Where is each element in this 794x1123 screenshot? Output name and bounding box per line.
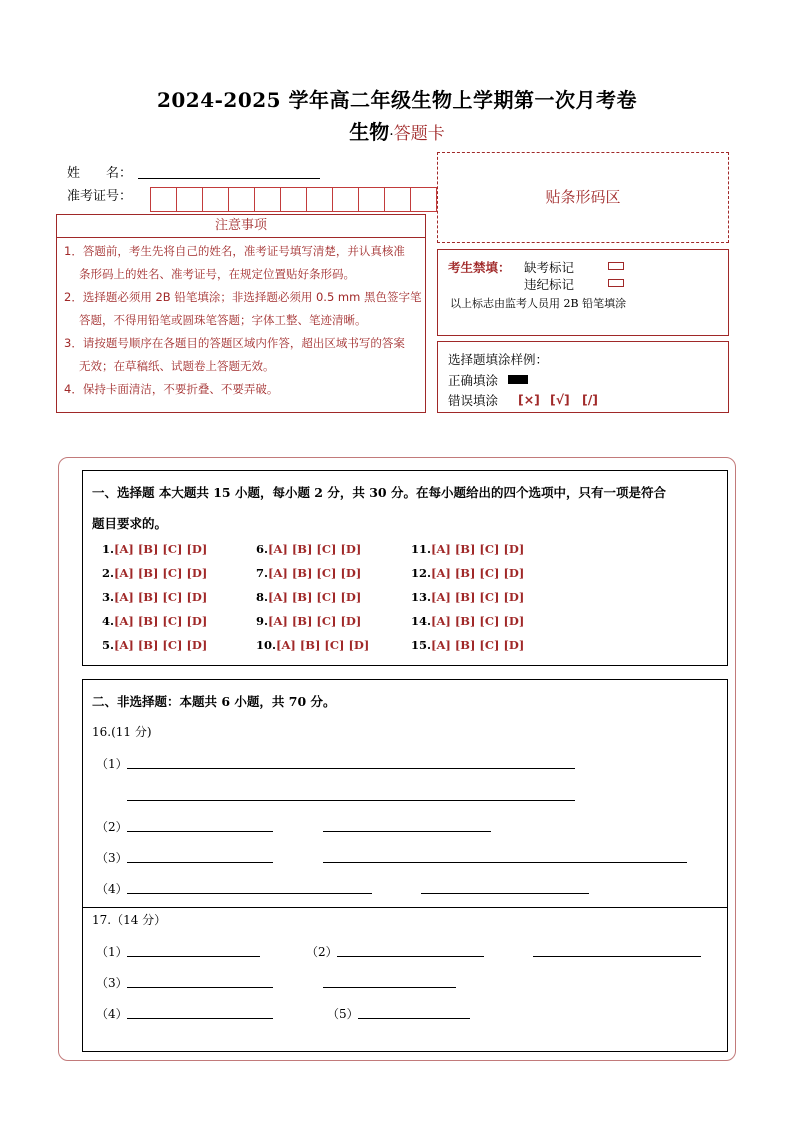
answer-options[interactable]: [A] [B] [C] [D] (431, 638, 525, 652)
answer-line[interactable] (533, 956, 701, 957)
answer-options[interactable]: [A] [B] [C] [D] (431, 590, 525, 604)
question-number: 1. (102, 542, 115, 556)
choice-question[interactable] (102, 614, 207, 628)
violation-mark[interactable] (608, 279, 624, 287)
answer-options[interactable]: [A] [B] [C] [D] (276, 638, 370, 652)
id-digit-box[interactable] (384, 187, 411, 212)
question-number: 13. (411, 590, 432, 604)
choice-question[interactable] (411, 590, 524, 604)
id-digit-box[interactable] (228, 187, 255, 212)
q17-part-1: （1） (96, 945, 128, 959)
wrong-mark-x: [×] (518, 392, 540, 407)
correct-fill-label: 正确填涂 (448, 373, 499, 388)
answer-options[interactable]: [A] [B] [C] [D] (114, 566, 208, 580)
id-digit-box[interactable] (358, 187, 385, 212)
id-digit-box[interactable] (176, 187, 203, 212)
choice-question[interactable] (102, 542, 207, 556)
choice-question[interactable] (411, 614, 524, 628)
staff-note: 以上标志由监考人员用 2B 铅笔填涂 (450, 297, 627, 310)
question-number: 8. (256, 590, 269, 604)
answer-options[interactable]: [A] [B] [C] [D] (114, 542, 208, 556)
q17-part-3: （3） (96, 976, 128, 990)
answer-line[interactable] (127, 768, 575, 769)
answer-options[interactable]: [A] [B] [C] [D] (114, 638, 208, 652)
answer-line[interactable] (421, 893, 589, 894)
q17-part-2: （2） (306, 945, 338, 959)
id-label: 准考证号： (67, 189, 133, 204)
answer-line[interactable] (337, 956, 484, 957)
section-divider (82, 907, 728, 908)
choice-question[interactable] (102, 566, 207, 580)
absent-mark[interactable] (608, 262, 624, 270)
answer-options[interactable]: [A] [B] [C] [D] (268, 542, 362, 556)
answer-line[interactable] (127, 862, 273, 863)
id-digit-box[interactable] (254, 187, 281, 212)
notice-item: 3．请按题号顺序在各题目的答题区域内作答，超出区域书写的答案 (64, 336, 405, 350)
answer-options[interactable]: [A] [B] [C] [D] (268, 566, 362, 580)
question-number: 6. (256, 542, 269, 556)
answer-line[interactable] (358, 1018, 470, 1019)
answer-options[interactable]: [A] [B] [C] [D] (431, 566, 525, 580)
correct-fill-example (508, 375, 528, 384)
question-number: 2. (102, 566, 115, 580)
answer-options[interactable]: [A] [B] [C] [D] (268, 590, 362, 604)
answer-line[interactable] (127, 987, 273, 988)
staff-only-label: 考生禁填： (448, 260, 511, 275)
subject-name: 生物 (349, 120, 390, 144)
q16-part-1: （1） (96, 757, 128, 771)
answer-line[interactable] (323, 831, 491, 832)
question-number: 5. (102, 638, 115, 652)
choice-question[interactable] (256, 542, 361, 556)
answer-options[interactable]: [A] [B] [C] [D] (431, 542, 525, 556)
choice-question[interactable] (256, 614, 361, 628)
page-title: 2024-2025 学年高二年级生物上学期第一次月考卷 (156, 88, 638, 112)
q17-part-4: （4） (96, 1007, 128, 1021)
q16-part-3: （3） (96, 851, 128, 865)
answer-options[interactable]: [A] [B] [C] [D] (114, 590, 208, 604)
non-choice-heading: 二、非选择题：本题共 6 小题，共 70 分。 (92, 694, 336, 709)
notice-item: 1．答题前，考生先将自己的姓名，准考证号填写清楚，并认真核准 (64, 244, 405, 258)
id-digit-box[interactable] (332, 187, 359, 212)
q17-title: 17.（14 分） (92, 913, 167, 927)
wrong-fill-label: 错误填涂 (448, 393, 499, 408)
notice-box (56, 214, 426, 413)
exam-id-boxes[interactable] (151, 187, 437, 211)
choice-question[interactable] (102, 638, 207, 652)
choice-heading-line1: 一、选择题 本大题共 15 小题，每小题 2 分，共 30 分。在每小题给出的四个选项中，只有一项是符合 (92, 485, 666, 500)
id-digit-box[interactable] (306, 187, 333, 212)
choice-question[interactable] (411, 638, 524, 652)
name-field[interactable] (138, 178, 320, 179)
absent-label: 缺考标记 (524, 260, 575, 275)
notice-item: 答题，不得用铅笔或圆珠笔答题；字体工整、笔迹清晰。 (79, 313, 367, 327)
choice-question[interactable] (411, 566, 524, 580)
choice-question[interactable] (256, 590, 361, 604)
fill-sample-box (437, 341, 729, 413)
question-number: 14. (411, 614, 432, 628)
answer-line[interactable] (127, 831, 273, 832)
q16-part-4: （4） (96, 882, 128, 896)
notice-item: 4．保持卡面清洁，不要折叠、不要弄破。 (64, 382, 279, 396)
choice-question[interactable] (256, 638, 369, 652)
notice-item: 无效；在草稿纸、试题卷上答题无效。 (79, 359, 275, 373)
answer-line[interactable] (127, 800, 575, 801)
question-number: 7. (256, 566, 269, 580)
q16-part-2: （2） (96, 820, 128, 834)
subtitle-dot: · (389, 127, 394, 143)
question-number: 11. (411, 542, 432, 556)
choice-question[interactable] (102, 590, 207, 604)
choice-heading-line2: 题目要求的。 (92, 516, 168, 531)
answer-line[interactable] (127, 893, 372, 894)
answer-line[interactable] (323, 987, 456, 988)
question-number: 12. (411, 566, 432, 580)
answer-line[interactable] (323, 862, 687, 863)
q16-title: 16.(11 分) (92, 725, 152, 739)
answer-line[interactable] (127, 956, 260, 957)
subtitle (0, 116, 794, 145)
answer-options[interactable]: [A] [B] [C] [D] (268, 614, 362, 628)
id-digit-box[interactable] (150, 187, 177, 212)
question-number: 9. (256, 614, 269, 628)
name-label: 姓 名： (67, 166, 133, 181)
notice-item: 2．选择题必须用 2B 铅笔填涂；非选择题必须用 0.5 mm 黑色签字笔 (64, 290, 422, 304)
question-number: 15. (411, 638, 432, 652)
answer-options[interactable]: [A] [B] [C] [D] (431, 614, 525, 628)
notice-item: 条形码上的姓名、准考证号，在规定位置贴好条形码。 (79, 267, 355, 281)
question-number: 4. (102, 614, 115, 628)
id-digit-box[interactable] (280, 187, 307, 212)
staff-only-box (437, 249, 729, 336)
id-digit-box[interactable] (202, 187, 229, 212)
q17-part-5: （5） (327, 1007, 359, 1021)
wrong-mark-check: [√] (550, 392, 570, 407)
notice-heading: 注意事项 (57, 215, 425, 238)
choice-question[interactable] (256, 566, 361, 580)
sample-title: 选择题填涂样例： (448, 352, 549, 367)
question-number: 3. (102, 590, 115, 604)
non-choice-section (82, 679, 728, 1052)
answer-options[interactable]: [A] [B] [C] [D] (114, 614, 208, 628)
wrong-mark-slash: [/] (582, 392, 598, 407)
answer-line[interactable] (127, 1018, 273, 1019)
answer-card-label: 答题卡 (393, 124, 445, 144)
choice-question[interactable] (411, 542, 524, 556)
question-number: 10. (256, 638, 277, 652)
id-digit-box[interactable] (410, 187, 437, 212)
violation-label: 违纪标记 (524, 277, 575, 292)
barcode-area[interactable]: 贴条形码区 (437, 152, 729, 243)
